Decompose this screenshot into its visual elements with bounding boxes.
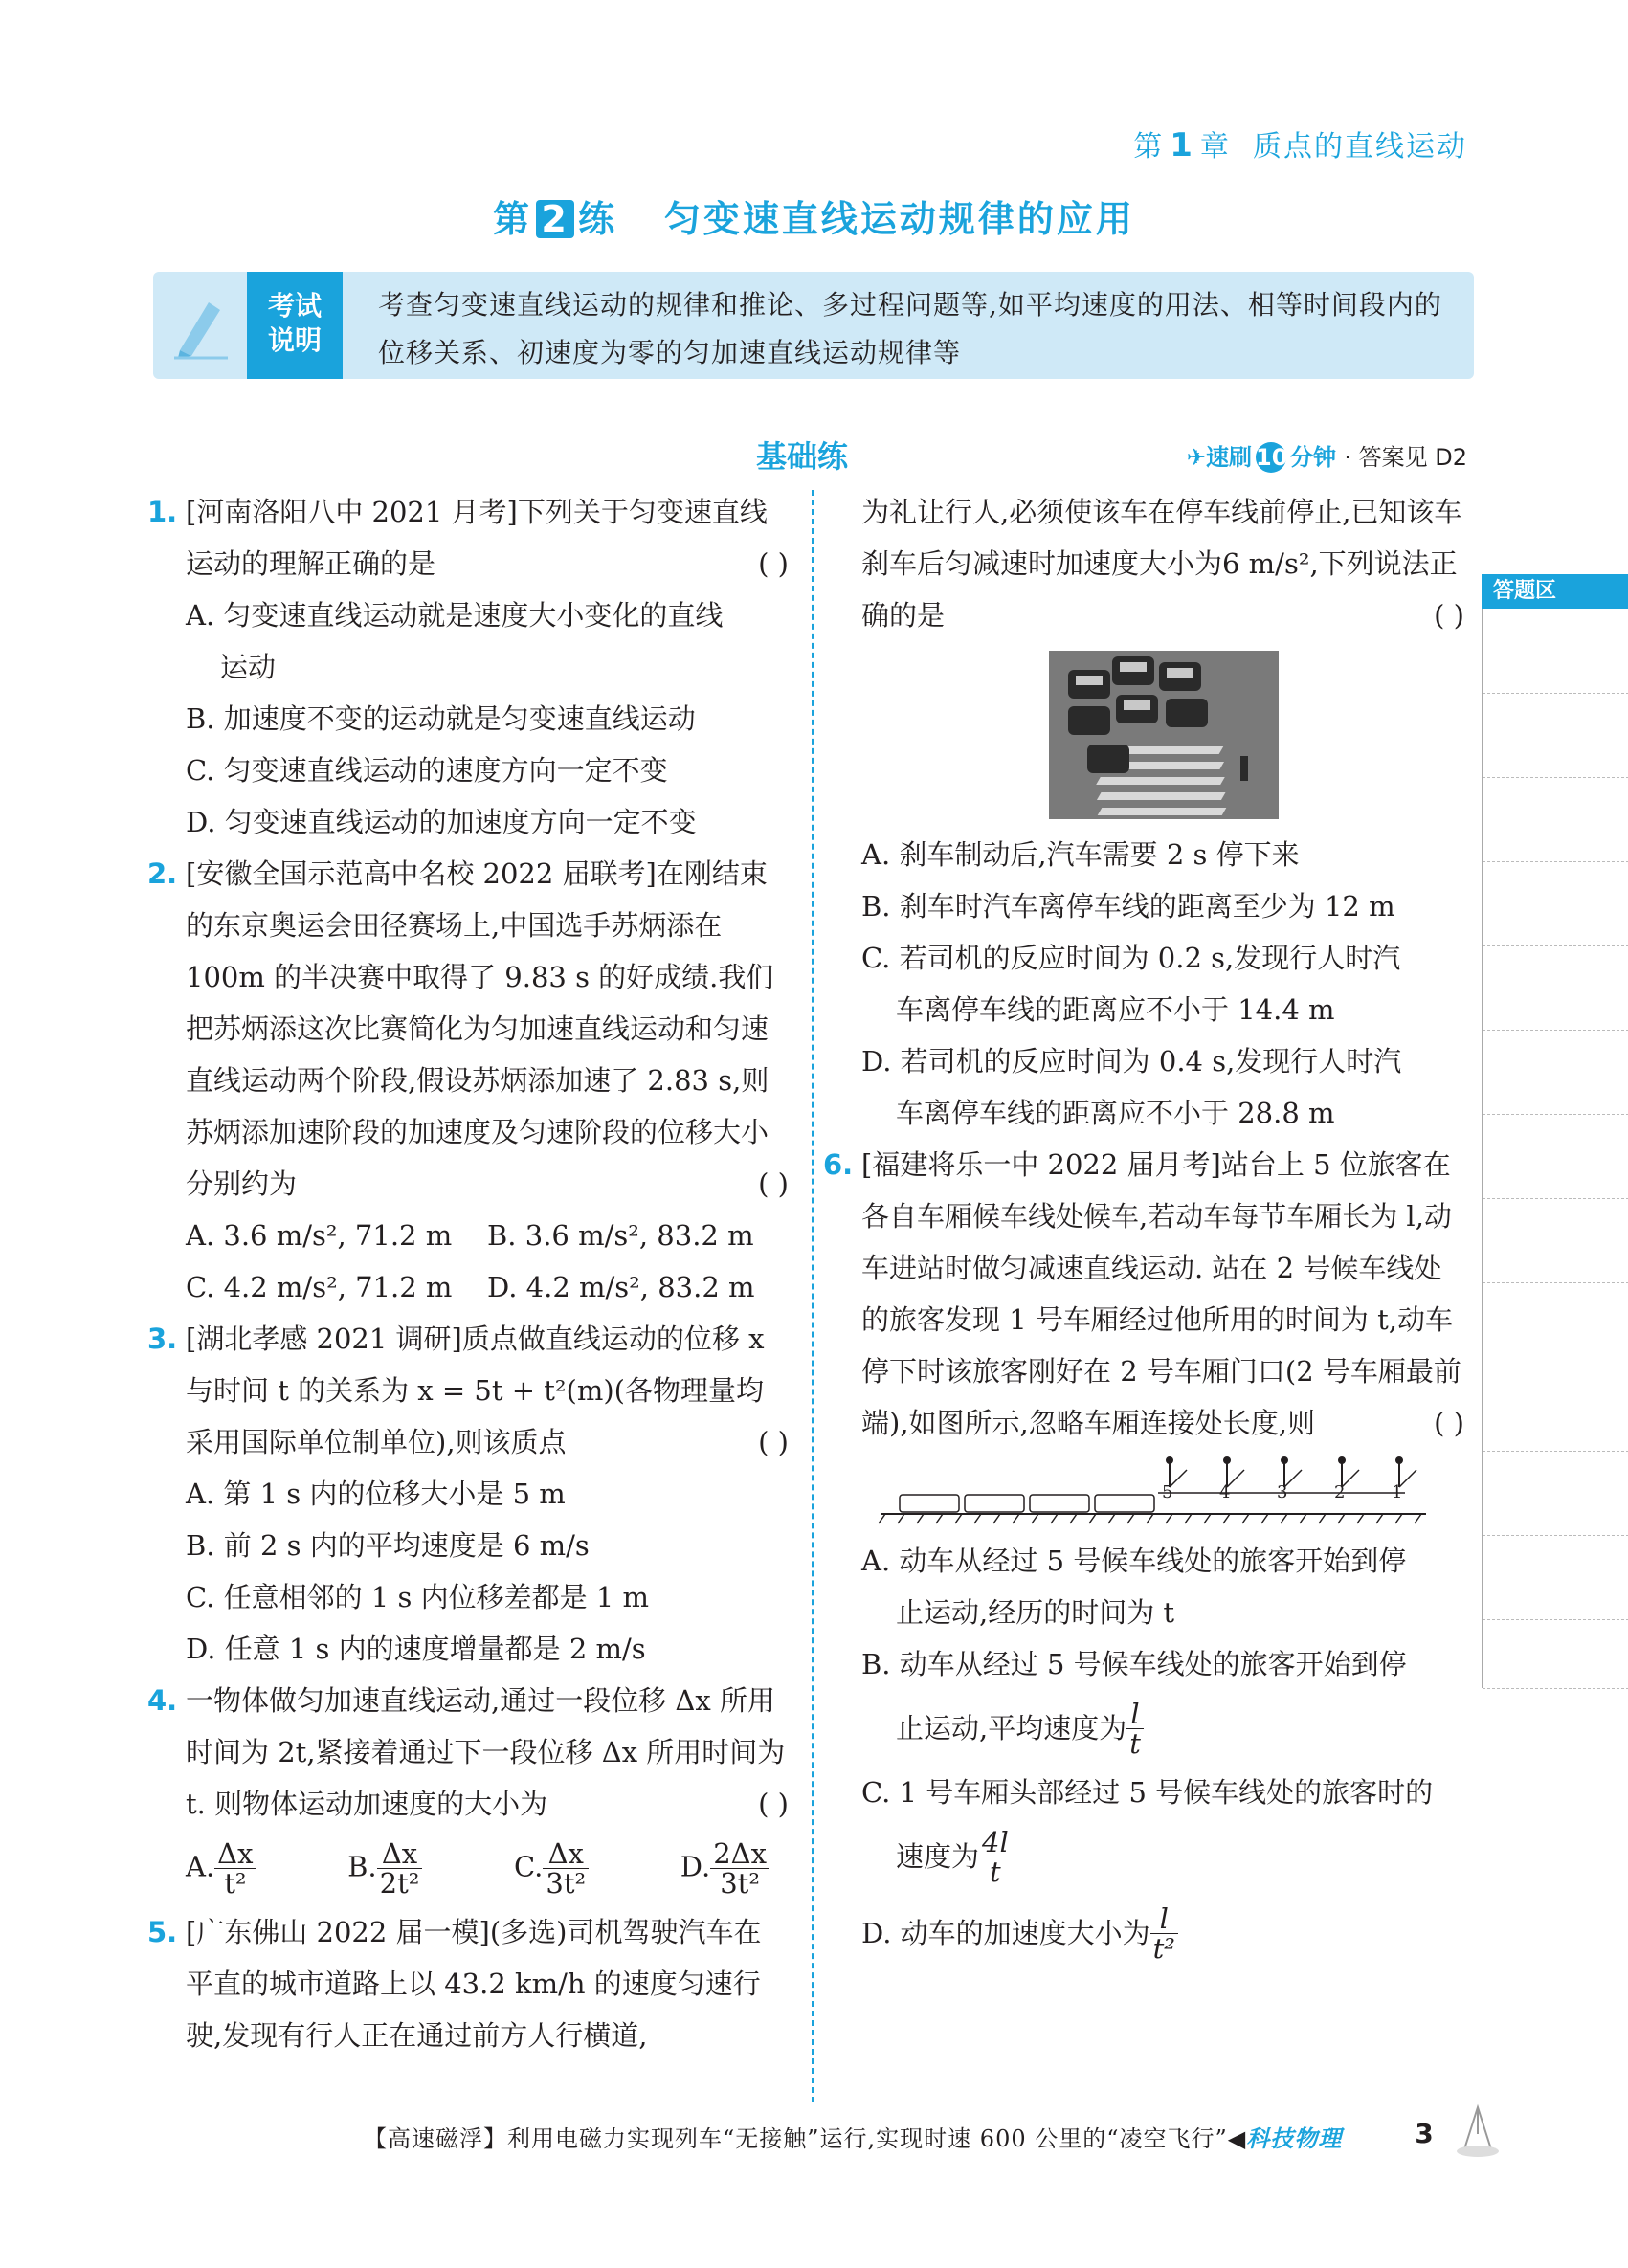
speed-practice-label	[1187, 438, 1467, 473]
options-row	[186, 1210, 789, 1261]
speed-label: 速刷	[1206, 444, 1252, 471]
denominator: t	[1129, 1726, 1141, 1760]
lesson-title	[0, 189, 1628, 242]
option-d: D. 匀变速直线运动的加速度方向一定不变	[186, 806, 697, 838]
answer-paren: ( )	[1434, 599, 1464, 632]
fraction	[1150, 1901, 1178, 1965]
answer-line	[1483, 1114, 1628, 1115]
option-b: B. 动车从经过 5 号候车线处的旅客开始到停	[861, 1648, 1407, 1680]
question-stem-left: [广东佛山 2022 届一模](多选)司机驾驶汽车在平直的城市道路上以 43.2 km/h 的速度匀速行驶,发现有行人正在通过前方人行横道,	[186, 1916, 762, 2052]
answer-paren: ( )	[758, 547, 789, 580]
question-5-stem-right: 为礼让行人,必须使该车在停车线前停止,已知该车刹车后匀减速时加速度大小为6 m/s²,下列说法正确的是	[861, 496, 1462, 632]
train-figure	[861, 1449, 1436, 1535]
q5-option-a: A. 刹车制动后,汽车需要 2 s 停下来	[861, 838, 1300, 871]
chapter-number: 1	[1170, 126, 1194, 165]
options-row	[186, 1830, 789, 1906]
lesson-number: 2	[536, 200, 574, 238]
question-2	[147, 848, 789, 1313]
answer-paren: ( )	[1434, 1407, 1464, 1439]
option-label: D.	[680, 1850, 711, 1882]
lesson-title-text: 匀变速直线运动规律的应用	[663, 198, 1135, 240]
platform-mark-5: 5	[1162, 1482, 1173, 1502]
option-a-cont: 止运动,经历的时间为 t	[896, 1596, 1175, 1629]
question-stem: [福建将乐一中 2022 届月考]站台上 5 位旅客在各自车厢候车线处候车,若动车每节车厢长为 l,动车进站时做匀减速直线运动. 站在 2 号候车线处的旅客发现 1 号车厢经过他所用的时间为 t,动车停下时该旅客刚好在 2 号车厢门口(2 号车厢最前端),如图所示,忽略车厢连接处长度,则	[861, 1148, 1461, 1439]
footer-brand: 科技物理	[1246, 2125, 1343, 2152]
answer-area-tab: 答题区	[1482, 574, 1628, 609]
answer-paren: ( )	[758, 1167, 789, 1200]
answer-line	[1483, 1282, 1628, 1283]
option-c: C. 匀变速直线运动的速度方向一定不变	[186, 754, 668, 787]
pen-icon	[170, 293, 232, 360]
option-b: B. 3.6 m/s², 83.2 m	[487, 1219, 754, 1252]
option-a: A. 3.6 m/s², 71.2 m	[186, 1219, 453, 1252]
option-a	[186, 1836, 256, 1900]
denominator: 2t²	[379, 1866, 420, 1900]
minutes-badge: 10	[1256, 444, 1288, 471]
denominator: t	[990, 1855, 1001, 1888]
question-3	[147, 1313, 789, 1675]
fraction	[979, 1825, 1012, 1888]
lesson-suffix: 练	[578, 198, 618, 240]
option-c	[514, 1836, 589, 1900]
train-diagram	[861, 1449, 1436, 1535]
exam-note-tab-label	[256, 289, 333, 358]
q5-option-d: D. 若司机的反应时间为 0.4 s,发现行人时汽	[861, 1045, 1402, 1078]
footer	[364, 2120, 1342, 2153]
option-c: C. 4.2 m/s², 71.2 m	[186, 1271, 453, 1303]
denominator: t²	[224, 1866, 247, 1900]
question-number: 1.	[147, 496, 178, 528]
option-a: A. 动车从经过 5 号候车线处的旅客开始到停	[861, 1545, 1407, 1577]
option-d: D. 4.2 m/s², 83.2 m	[487, 1271, 755, 1303]
question-stem: [河南洛阳八中 2021 月考]下列关于匀变速直线运动的理解正确的是	[186, 496, 768, 580]
minutes-unit: 分钟	[1290, 444, 1336, 471]
q5-option-c-cont: 车离停车线的距离应不小于 14.4 m	[896, 993, 1335, 1026]
denominator: t²	[1152, 1931, 1175, 1965]
option-a: A. 第 1 s 内的位移大小是 5 m	[186, 1478, 566, 1510]
option-b-cont	[861, 1690, 1464, 1767]
option-c: C. 1 号车厢头部经过 5 号候车线处的旅客时的	[861, 1776, 1434, 1809]
answer-paren: ( )	[758, 1788, 789, 1820]
numerator: Δx	[214, 1839, 256, 1869]
fraction	[1126, 1697, 1144, 1760]
fraction	[543, 1836, 589, 1900]
answer-line	[1483, 1619, 1628, 1620]
option-d	[680, 1836, 769, 1900]
option-d-text: D. 动车的加速度大小为	[861, 1917, 1150, 1949]
fraction	[214, 1836, 256, 1900]
answer-line	[1483, 1030, 1628, 1031]
question-1	[147, 486, 789, 848]
answer-line	[1483, 777, 1628, 778]
numerator: l	[1150, 1904, 1178, 1934]
platform-mark-1: 1	[1392, 1482, 1403, 1502]
chapter-heading	[1133, 122, 1467, 165]
rocket-icon: ✈	[1186, 444, 1206, 471]
option-label: A.	[186, 1850, 215, 1882]
answer-line	[1483, 861, 1628, 862]
numerator: Δx	[377, 1839, 423, 1869]
option-label: C.	[514, 1850, 544, 1882]
answer-line	[1483, 1535, 1628, 1536]
denominator: 3t²	[720, 1866, 760, 1900]
option-b	[347, 1836, 422, 1900]
question-6	[823, 1139, 1464, 1971]
right-column	[823, 486, 1464, 1971]
option-d	[861, 1895, 1464, 1971]
crosswalk-photo	[1049, 651, 1279, 819]
question-stem: [安徽全国示范高中名校 2022 届联考]在刚结束的东京奥运会田径赛场上,中国选手苏炳添在 100m 的半决赛中取得了 9.83 s 的好成绩.我们把苏炳添这次比赛简化为匀加速直线运动和匀速直线运动两个阶段,假设苏炳添加速了 2.83 s,则苏炳添加速阶段的加速度及匀速阶段的位移大小分别约为	[186, 857, 774, 1200]
section-title: 基础练	[756, 438, 849, 475]
platform-mark-4: 4	[1219, 1482, 1231, 1502]
answer-paren: ( )	[758, 1426, 789, 1458]
fraction	[377, 1836, 423, 1900]
option-b-text: 止运动,平均速度为	[896, 1712, 1127, 1745]
question-number: 5.	[147, 1916, 178, 1948]
numerator: Δx	[543, 1839, 589, 1869]
option-c: C. 任意相邻的 1 s 内位移差都是 1 m	[186, 1581, 649, 1613]
q5-option-c: C. 若司机的反应时间为 0.2 s,发现行人时汽	[861, 942, 1401, 974]
question-number: 6.	[823, 1148, 854, 1181]
answer-area[interactable]	[1482, 609, 1628, 1688]
question-number: 3.	[147, 1323, 178, 1355]
tab-line-2: 说明	[267, 324, 322, 356]
answer-line	[1483, 1451, 1628, 1452]
question-number: 4.	[147, 1684, 178, 1717]
options-row	[186, 1261, 789, 1313]
exam-note-text: 考查匀变速直线运动的规律和推论、多过程问题等,如平均速度的用法、相等时间段内的位移关系、初速度为零的匀加速直线运动规律等	[378, 289, 1442, 368]
footer-text: 【高速磁浮】利用电磁力实现列车“无接触”运行,实现时速 600 公里的“凌空飞行”◀	[364, 2125, 1247, 2152]
lesson-prefix: 第	[493, 198, 533, 240]
question-4	[147, 1675, 789, 1906]
option-label: B.	[347, 1850, 377, 1882]
left-column	[147, 486, 789, 2061]
answer-line	[1483, 693, 1628, 694]
answer-line	[1483, 945, 1628, 946]
option-b: B. 前 2 s 内的平均速度是 6 m/s	[186, 1529, 590, 1562]
q5-option-b: B. 刹车时汽车离停车线的距离至少为 12 m	[861, 890, 1395, 923]
question-stem: [湖北孝感 2021 调研]质点做直线运动的位移 x 与时间 t 的关系为 x = 5t + t²(m)(各物理量均采用国际单位制单位),则该质点	[186, 1323, 765, 1458]
numerator: 4l	[979, 1828, 1012, 1857]
question-stem: 一物体做匀加速直线运动,通过一段位移 Δx 所用时间为 2t,紧接着通过下一段位移 Δx 所用时间为 t. 则物体运动加速度的大小为	[186, 1684, 786, 1820]
fraction	[710, 1836, 769, 1900]
numerator: 2Δx	[710, 1839, 769, 1869]
answer-reference: · 答案见 D2	[1344, 444, 1467, 471]
option-d: D. 任意 1 s 内的速度增量都是 2 m/s	[186, 1633, 646, 1665]
answer-line	[1483, 1688, 1628, 1689]
page-number: 3	[1415, 2118, 1434, 2149]
question-number: 2.	[147, 857, 178, 890]
tab-line-1: 考试	[267, 290, 322, 322]
chapter-prefix: 第	[1133, 130, 1165, 164]
numerator: l	[1126, 1700, 1144, 1729]
option-c-text: 速度为	[896, 1840, 980, 1873]
denominator: 3t²	[546, 1866, 587, 1900]
option-c-cont	[861, 1818, 1464, 1895]
chapter-title: 质点的直线运动	[1253, 130, 1467, 164]
chapter-suffix: 章	[1199, 130, 1231, 164]
option-b: B. 加速度不变的运动就是匀变速直线运动	[186, 702, 696, 735]
question-5	[147, 1906, 789, 2061]
platform-mark-2: 2	[1334, 1482, 1346, 1502]
q5-option-d-cont: 车离停车线的距离应不小于 28.8 m	[896, 1097, 1335, 1129]
option-a-cont: 运动	[220, 651, 277, 683]
column-divider	[812, 490, 814, 2102]
answer-line	[1483, 1198, 1628, 1199]
pen-mascot-icon	[1445, 2101, 1506, 2159]
platform-mark-3: 3	[1277, 1482, 1288, 1502]
option-a: A. 匀变速直线运动就是速度大小变化的直线	[186, 599, 724, 632]
